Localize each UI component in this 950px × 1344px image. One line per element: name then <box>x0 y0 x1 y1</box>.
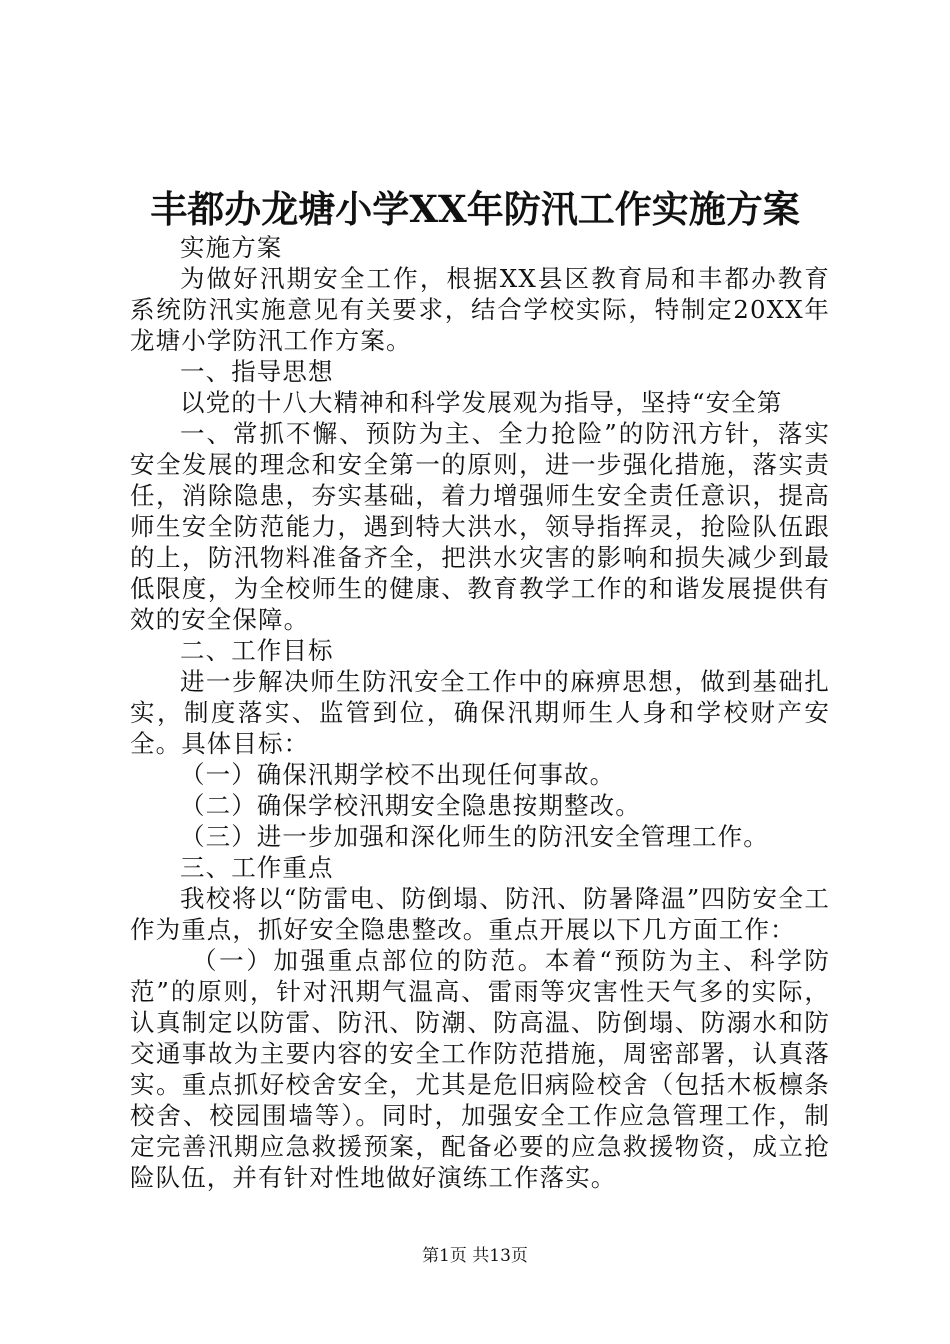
goal-item-3: （三）进一步加强和深化师生的防汛安全管理工作。 <box>180 822 769 851</box>
paragraph-work-focus: 我校将以“防雷电、防倒塌、防汛、防暑降温”四防安全工作为重点，抓好安全隐患整改。重点开展以下几方面工作： <box>130 884 830 944</box>
paragraph-heading-plan: 实施方案 <box>180 233 283 262</box>
document-title: 丰都办龙塘小学XX年防汛工作实施方案 <box>150 187 800 231</box>
page-footer: 第1页 共13页 <box>422 1246 528 1266</box>
section-heading-work-focus: 三、工作重点 <box>180 853 334 882</box>
section-heading-work-goals: 二、工作目标 <box>180 636 334 665</box>
document-body <box>130 232 830 1193</box>
paragraph-guiding-thought-continued: 一、常抓不懈、预防为主、全力抢险”的防汛方针，落实安全发展的理念和安全第一的原则，进一步强化措施，落实责任，消除隐患，夯实基础，着力增强师生安全责任意识，提高师生安全防范能力，遇到特大洪水，领导指挥灵，抢险队伍跟的上，防汛物料准备齐全，把洪水灾害的影响和损失减少到最低限度，为全校师生的健康、教育教学工作的和谐发展提供有效的安全保障。 <box>130 419 830 634</box>
paragraph-focus-item-1: （一）加强重点部位的防范。本着“预防为主、科学防范”的原则，针对汛期气温高、雷雨等灾害性天气多的实际，认真制定以防雷、防汛、防潮、防高温、防倒塌、防溺水和防交通事故为主要内容的安全工作防范措施，周密部署，认真落实。重点抓好校舍安全，尤其是危旧病险校舍（包括木板檩条校舍、校园围墙等）。同时，加强安全工作应急管理工作，制定完善汛期应急救援预案，配备必要的应急救援物资，成立抢险队伍，并有针对性地做好演练工作落实。 <box>130 946 830 1192</box>
section-heading-guiding-thought: 一、指导思想 <box>180 357 334 386</box>
goal-item-2: （二）确保学校汛期安全隐患按期整改。 <box>180 791 641 820</box>
paragraph-intro: 为做好汛期安全工作，根据XX县区教育局和丰都办教育系统防汛实施意见有关要求，结合学校实际，特制定20XX年龙塘小学防汛工作方案。 <box>130 264 830 355</box>
paragraph-work-goals: 进一步解决师生防汛安全工作中的麻痹思想，做到基础扎实，制度落实、监管到位，确保汛期师生人身和学校财产安全。具体目标： <box>130 667 830 758</box>
goal-item-1: （一）确保汛期学校不出现任何事故。 <box>180 760 616 789</box>
paragraph-guiding-thought: 以党的十八大精神和科学发展观为指导，坚持“安全第 <box>180 388 783 417</box>
